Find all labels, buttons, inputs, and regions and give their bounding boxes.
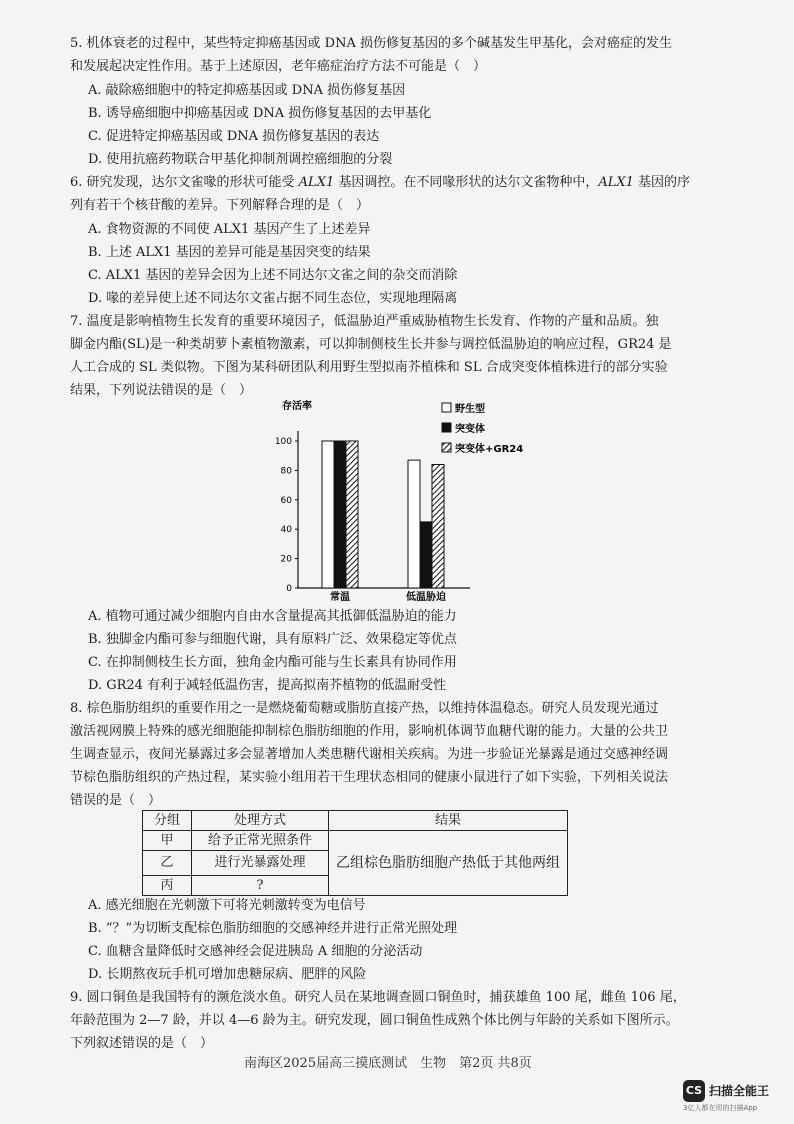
q7-stem-line3: 人工合成的 SL 类似物。下图为某科研团队利用野生型拟南芥植株和 SL 合成突变体植株进行的部分实验	[70, 360, 668, 375]
q5-option-d: D. 使用抗癌药物联合甲基化抑制剂调控癌细胞的分裂	[88, 152, 393, 167]
watermark-name: 扫描全能王	[709, 1083, 770, 1098]
page-footer: 南海区2025届高三摸底测试 生物 第2页 共8页	[244, 1056, 532, 1071]
table-cell-group: 丙	[143, 876, 192, 896]
q9-stem-line2: 年龄范围为 2—7 龄，并以 4—6 龄为主。研究发现，圆口铜鱼性成熟个体比例与年龄的关系如下图所示。	[70, 1013, 679, 1028]
experiment-table	[142, 810, 568, 896]
q8-option-a: A. 感光细胞在光刺激下可将光刺激转变为电信号	[88, 898, 366, 913]
q7-option-c: C. 在抑制侧枝生长方面，独角金内酯可能与生长素具有协同作用	[88, 655, 457, 670]
table-header-row	[143, 811, 568, 831]
y-tick-label: 40	[280, 525, 292, 536]
q8-stem-line2: 激活视网膜上特殊的感光细胞能抑制棕色脂肪细胞的作用，影响机体调节血糖代谢的能力。大量的公共卫	[70, 724, 669, 739]
bar-常温-突变体+GR24	[346, 441, 358, 588]
q8-option-d: D. 长期熬夜玩手机可增加患糖尿病、肥胖的风险	[88, 967, 367, 982]
bar-常温-野生型	[322, 441, 334, 588]
survival-bar-chart	[260, 395, 560, 605]
q6-stem-line2: 列有若干个核苷酸的差异。下列解释合理的是（ ）	[70, 198, 370, 213]
watermark-subtitle: 3亿人都在用的扫描App	[683, 1104, 758, 1112]
legend-swatch-突变体+GR24	[442, 443, 451, 452]
x-category-label: 常温	[330, 592, 350, 603]
x-category-label: 低温胁迫	[406, 592, 446, 603]
table-cell-treatment: 给予正常光照条件	[192, 831, 329, 851]
legend-swatch-野生型	[442, 403, 451, 412]
table-header-treatment: 处理方式	[192, 811, 329, 831]
table-cell-result: 乙组棕色脂肪细胞产热低于其他两组	[329, 831, 568, 896]
q7-option-a: A. 植物可通过减少细胞内自由水含量提高其抵御低温胁迫的能力	[88, 609, 457, 624]
camscanner-logo-icon: CS	[683, 1080, 705, 1102]
table-cell-treatment: ?	[192, 876, 329, 896]
y-tick-label: 0	[286, 584, 292, 594]
legend-label: 突变体	[455, 424, 485, 435]
q6-stem-line1: 6. 研究发现，达尔文雀喙的形状可能受 ALX1 基因调控。在不同喙形状的达尔文雀物种中，ALX1 基因的序	[70, 175, 691, 190]
q8-option-c: C. 血糖含量降低时交感神经会促进胰岛 A 细胞的分泌活动	[88, 944, 423, 959]
bar-常温-突变体	[334, 441, 346, 588]
q7-stem-line1: 7. 温度是影响植物生长发育的重要环境因子，低温胁迫严重威胁植物生长发育、作物的产量和品质。独	[70, 314, 659, 329]
table-header-result: 结果	[329, 811, 568, 831]
y-axis-label: 存活率	[282, 401, 312, 412]
scanner-watermark	[683, 1080, 769, 1102]
table-cell-group: 甲	[143, 831, 192, 851]
bar-低温胁迫-野生型	[408, 460, 420, 588]
y-tick-label: 100	[274, 437, 292, 447]
q5-option-a: A. 敲除癌细胞中的特定抑癌基因或 DNA 损伤修复基因	[88, 83, 406, 98]
q7-stem-line2: 脚金内酯(SL)是一种类胡萝卜素植物激素，可以抑制侧枝生长并参与调控低温胁迫的响应过程，GR24 是	[70, 337, 672, 352]
table-header-group: 分组	[143, 811, 192, 831]
bar-低温胁迫-突变体+GR24	[432, 465, 444, 588]
y-tick-label: 20	[280, 554, 292, 565]
q6-option-d: D. 喙的差异使上述不同达尔文雀占据不同生态位，实现地理隔离	[88, 291, 458, 306]
legend-label: 野生型	[455, 404, 485, 415]
q5-option-b: B. 诱导癌细胞中抑癌基因或 DNA 损伤修复基因的去甲基化	[88, 106, 432, 121]
q5-stem-line1: 5. 机体衰老的过程中，某些特定抑癌基因或 DNA 损伤修复基因的多个碱基发生甲基化，会对癌症的发生	[70, 36, 672, 51]
q6-option-a: A. 食物资源的不同使 ALX1 基因产生了上述差异	[88, 222, 371, 237]
q5-stem-line2: 和发展起决定性作用。基于上述原因，老年癌症治疗方法不可能是（ ）	[70, 59, 487, 74]
legend-swatch-突变体	[442, 423, 451, 432]
q7-stem-line4: 结果，下列说法错误的是（ ）	[70, 383, 253, 398]
bar-低温胁迫-突变体	[420, 522, 432, 588]
q8-option-b: B. “？”为切断支配棕色脂肪细胞的交感神经并进行正常光照处理	[88, 921, 458, 936]
q5-option-c: C. 促进特定抑癌基因或 DNA 损伤修复基因的表达	[88, 129, 380, 144]
q9-stem-line3: 下列叙述错误的是（ ）	[70, 1036, 214, 1051]
q8-stem-line1: 8. 棕色脂肪组织的重要作用之一是燃烧葡萄糖或脂肪直接产热，以维持体温稳态。研究人员发现光通过	[70, 701, 659, 716]
q9-stem-line1: 9. 圆口铜鱼是我国特有的濒危淡水鱼。研究人员在某地调查圆口铜鱼时，捕获雄鱼 100 尾，雌鱼 106 尾，	[70, 990, 686, 1005]
q8-stem-line4: 节棕色脂肪组织的产热过程，某实验小组用若干生理状态相同的健康小鼠进行了如下实验，下列相关说法	[70, 770, 669, 785]
q6-option-c: C. ALX1 基因的差异会因为上述不同达尔文雀之间的杂交而消除	[88, 268, 458, 283]
legend-label: 突变体+GR24	[455, 444, 524, 455]
q8-stem-line5: 错误的是（ ）	[70, 793, 162, 808]
y-tick-label: 60	[280, 495, 292, 506]
q8-stem-line3: 生调查显示，夜间光暴露过多会显著增加人类患糖代谢相关疾病。为进一步验证光暴露是通过交感神经调	[70, 747, 669, 762]
table-cell-treatment: 进行光暴露处理	[192, 851, 329, 876]
y-tick-label: 80	[280, 466, 292, 477]
table-row	[143, 831, 568, 851]
q7-option-d: D. GR24 有利于减轻低温伤害，提高拟南芥植物的低温耐受性	[88, 678, 447, 693]
table-cell-group: 乙	[143, 851, 192, 876]
q7-option-b: B. 独脚金内酯可参与细胞代谢，具有原料广泛、效果稳定等优点	[88, 632, 457, 647]
q6-option-b: B. 上述 ALX1 基因的差异可能是基因突变的结果	[88, 245, 371, 260]
